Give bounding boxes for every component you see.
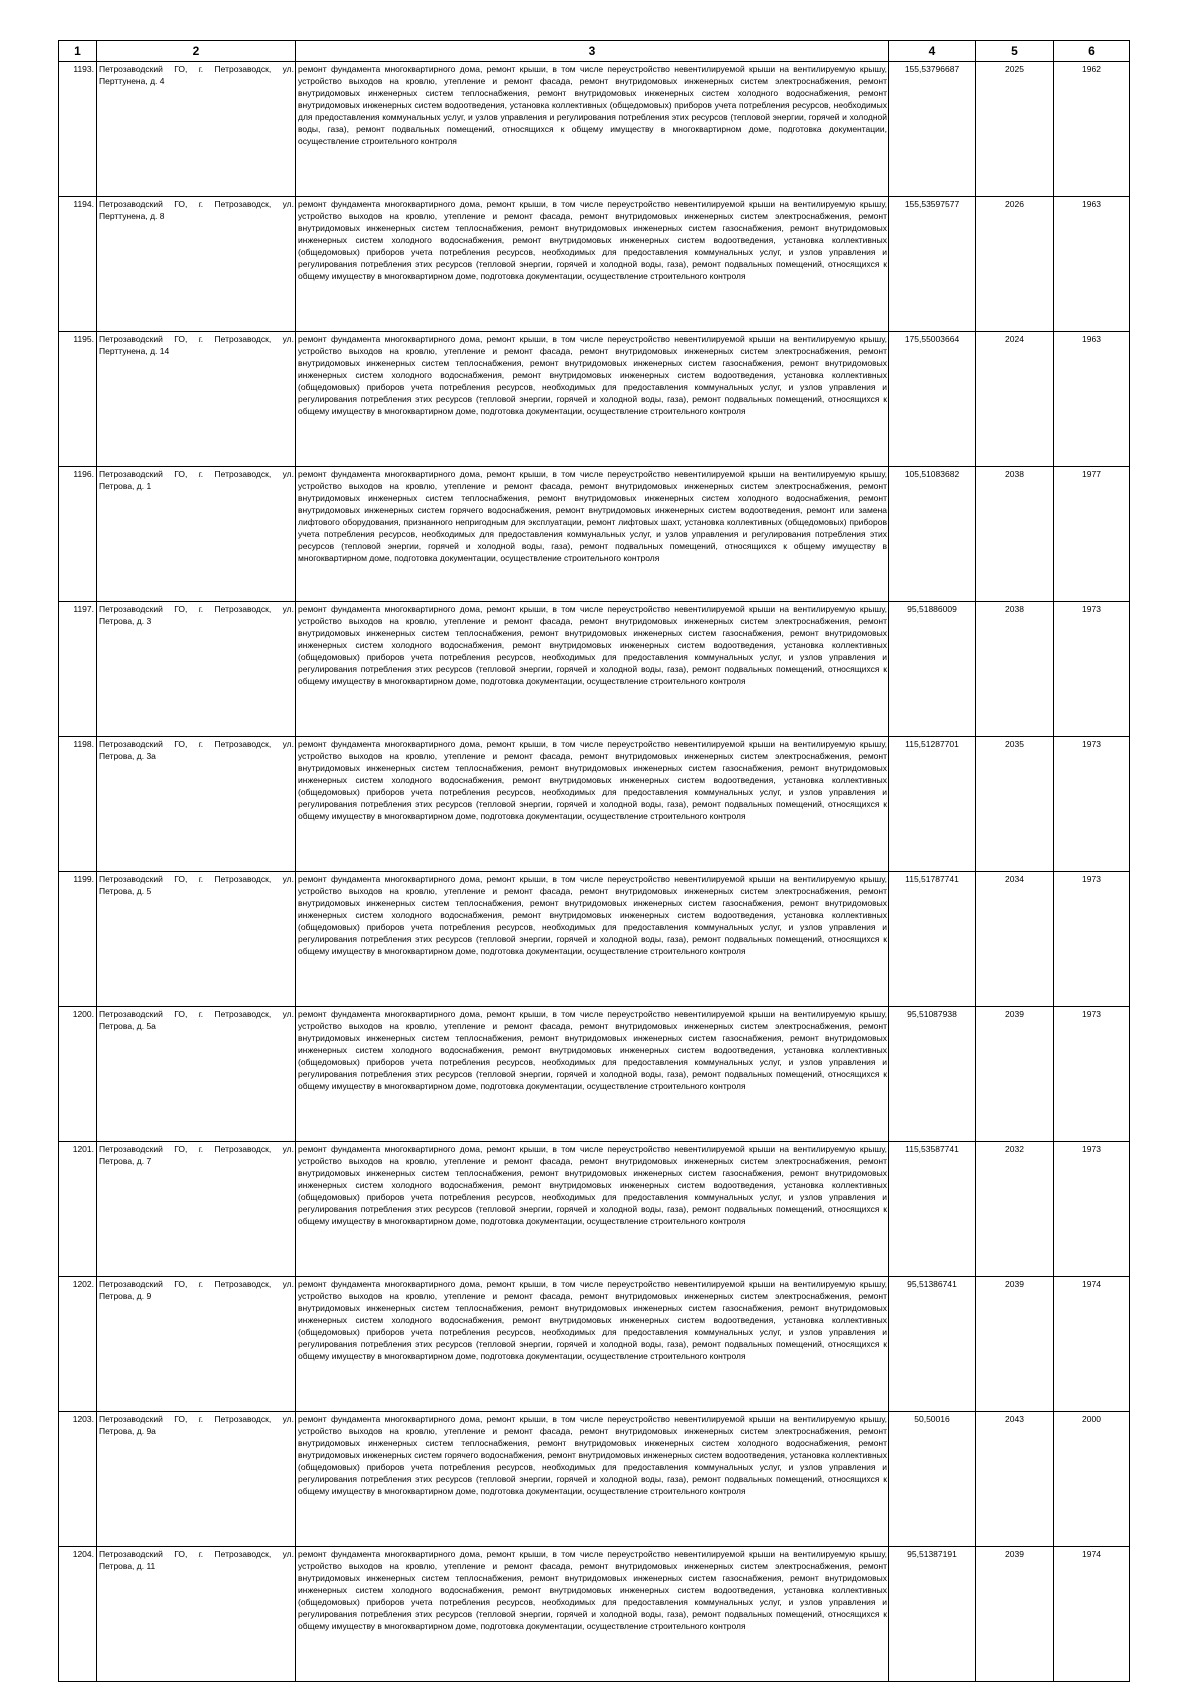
row-plan-year: 2026 bbox=[976, 197, 1054, 332]
row-cost: 155,53597577 bbox=[889, 197, 976, 332]
row-built-year: 1973 bbox=[1054, 872, 1130, 1007]
row-number: 1202. bbox=[59, 1277, 97, 1412]
row-cost: 115,51787741 bbox=[889, 872, 976, 1007]
row-plan-year: 2038 bbox=[976, 467, 1054, 602]
table-row bbox=[59, 1007, 1130, 1142]
row-plan-year: 2035 bbox=[976, 737, 1054, 872]
row-address: Петрозаводский ГО, г. Петрозаводск, ул. Петрова, д. 11 bbox=[97, 1547, 296, 1682]
table-row bbox=[59, 1412, 1130, 1547]
table-row bbox=[59, 1547, 1130, 1682]
row-works-description: ремонт фундамента многоквартирного дома, ремонт крыши, в том числе переустройство невентилируемой крыши на вентилируемую крышу, устройство выходов на кровлю, утепление и ремонт фасада, ремонт внутридомовых инженерных систем электроснабжения, ремонт внутридомовых инженерных систем теплоснабжения, ремонт внутридомовых инженерных систем газоснабжения, ремонт внутридомовых инженерных систем холодного водоснабжения, ремонт внутридомовых инженерных систем водоотведения, установка коллективных (общедомовых) приборов учета потребления ресурсов, необходимых для предоставления коммунальных услуг, и узлов управления и регулирования потребления этих ресурсов (тепловой энергии, горячей и холодной воды, газа), ремонт подвальных помещений, относящихся к общему имуществу в многоквартирном доме, подготовка документации, осуществление строительного контроля bbox=[296, 197, 889, 332]
row-number: 1193. bbox=[59, 62, 97, 197]
row-number: 1201. bbox=[59, 1142, 97, 1277]
row-address: Петрозаводский ГО, г. Петрозаводск, ул. Петрова, д. 5а bbox=[97, 1007, 296, 1142]
row-number: 1204. bbox=[59, 1547, 97, 1682]
row-cost: 115,51287701 bbox=[889, 737, 976, 872]
row-built-year: 1974 bbox=[1054, 1277, 1130, 1412]
row-built-year: 1973 bbox=[1054, 737, 1130, 872]
table-row bbox=[59, 1142, 1130, 1277]
row-address: Петрозаводский ГО, г. Петрозаводск, ул. Петрова, д. 1 bbox=[97, 467, 296, 602]
row-built-year: 1977 bbox=[1054, 467, 1130, 602]
row-plan-year: 2043 bbox=[976, 1412, 1054, 1547]
row-address: Петрозаводский ГО, г. Петрозаводск, ул. Перттунена, д. 8 bbox=[97, 197, 296, 332]
row-cost: 175,55003664 bbox=[889, 332, 976, 467]
row-built-year: 1962 bbox=[1054, 62, 1130, 197]
row-built-year: 1963 bbox=[1054, 197, 1130, 332]
row-address: Петрозаводский ГО, г. Петрозаводск, ул. Петрова, д. 9а bbox=[97, 1412, 296, 1547]
row-number: 1199. bbox=[59, 872, 97, 1007]
table-row bbox=[59, 467, 1130, 602]
row-number: 1200. bbox=[59, 1007, 97, 1142]
row-number: 1196. bbox=[59, 467, 97, 602]
row-built-year: 1973 bbox=[1054, 1142, 1130, 1277]
column-header-number: 1 bbox=[59, 41, 97, 62]
row-built-year: 1973 bbox=[1054, 1007, 1130, 1142]
column-header-plan-year: 5 bbox=[976, 41, 1054, 62]
row-number: 1198. bbox=[59, 737, 97, 872]
column-header-works: 3 bbox=[296, 41, 889, 62]
column-header-cost: 4 bbox=[889, 41, 976, 62]
row-address: Петрозаводский ГО, г. Петрозаводск, ул. Петрова, д. 9 bbox=[97, 1277, 296, 1412]
column-header-address: 2 bbox=[97, 41, 296, 62]
row-cost: 95,51386741 bbox=[889, 1277, 976, 1412]
row-plan-year: 2039 bbox=[976, 1277, 1054, 1412]
row-number: 1197. bbox=[59, 602, 97, 737]
row-cost: 105,51083682 bbox=[889, 467, 976, 602]
row-address: Петрозаводский ГО, г. Петрозаводск, ул. Петрова, д. 5 bbox=[97, 872, 296, 1007]
row-address: Петрозаводский ГО, г. Петрозаводск, ул. Перттунена, д. 4 bbox=[97, 62, 296, 197]
row-number: 1203. bbox=[59, 1412, 97, 1547]
row-works-description: ремонт фундамента многоквартирного дома, ремонт крыши, в том числе переустройство невентилируемой крыши на вентилируемую крышу, устройство выходов на кровлю, утепление и ремонт фасада, ремонт внутридомовых инженерных систем электроснабжения, ремонт внутридомовых инженерных систем теплоснабжения, ремонт внутридомовых инженерных систем газоснабжения, ремонт внутридомовых инженерных систем холодного водоснабжения, ремонт внутридомовых инженерных систем водоотведения, установка коллективных (общедомовых) приборов учета потребления ресурсов, необходимых для предоставления коммунальных услуг, и узлов управления и регулирования потребления этих ресурсов (тепловой энергии, горячей и холодной воды, газа), ремонт подвальных помещений, относящихся к общему имуществу в многоквартирном доме, подготовка документации, осуществление строительного контроля bbox=[296, 1142, 889, 1277]
row-cost: 155,53796687 bbox=[889, 62, 976, 197]
row-plan-year: 2034 bbox=[976, 872, 1054, 1007]
row-plan-year: 2039 bbox=[976, 1007, 1054, 1142]
row-works-description: ремонт фундамента многоквартирного дома, ремонт крыши, в том числе переустройство невентилируемой крыши на вентилируемую крышу, устройство выходов на кровлю, утепление и ремонт фасада, ремонт внутридомовых инженерных систем электроснабжения, ремонт внутридомовых инженерных систем теплоснабжения, ремонт внутридомовых инженерных систем холодного водоснабжения, ремонт внутридомовых инженерных систем водоотведения, установка коллективных (общедомовых) приборов учета потребления ресурсов, необходимых для предоставления коммунальных услуг, и узлов управления и регулирования потребления этих ресурсов (тепловой энергии, горячей и холодной воды, газа), ремонт подвальных помещений, относящихся к общему имуществу в многоквартирном доме, подготовка документации, осуществление строительного контроля bbox=[296, 62, 889, 197]
capital-repair-table bbox=[58, 40, 1130, 1682]
row-plan-year: 2032 bbox=[976, 1142, 1054, 1277]
row-cost: 95,51886009 bbox=[889, 602, 976, 737]
table-row bbox=[59, 332, 1130, 467]
row-built-year: 1963 bbox=[1054, 332, 1130, 467]
table-row bbox=[59, 602, 1130, 737]
row-address: Петрозаводский ГО, г. Петрозаводск, ул. Петрова, д. 7 bbox=[97, 1142, 296, 1277]
table-row bbox=[59, 197, 1130, 332]
row-cost: 95,51087938 bbox=[889, 1007, 976, 1142]
table-row bbox=[59, 1277, 1130, 1412]
row-plan-year: 2038 bbox=[976, 602, 1054, 737]
table-row bbox=[59, 872, 1130, 1007]
row-address: Петрозаводский ГО, г. Петрозаводск, ул. Петрова, д. 3 bbox=[97, 602, 296, 737]
row-built-year: 2000 bbox=[1054, 1412, 1130, 1547]
table-row bbox=[59, 62, 1130, 197]
row-address: Петрозаводский ГО, г. Петрозаводск, ул. Перттунена, д. 14 bbox=[97, 332, 296, 467]
row-address: Петрозаводский ГО, г. Петрозаводск, ул. Петрова, д. 3а bbox=[97, 737, 296, 872]
table-row bbox=[59, 737, 1130, 872]
header-row bbox=[59, 41, 1130, 62]
row-cost: 50,50016 bbox=[889, 1412, 976, 1547]
row-works-description: ремонт фундамента многоквартирного дома, ремонт крыши, в том числе переустройство невентилируемой крыши на вентилируемую крышу, устройство выходов на кровлю, утепление и ремонт фасада, ремонт внутридомовых инженерных систем электроснабжения, ремонт внутридомовых инженерных систем теплоснабжения, ремонт внутридомовых инженерных систем газоснабжения, ремонт внутридомовых инженерных систем холодного водоснабжения, ремонт внутридомовых инженерных систем водоотведения, установка коллективных (общедомовых) приборов учета потребления ресурсов, необходимых для предоставления коммунальных услуг, и узлов управления и регулирования потребления этих ресурсов (тепловой энергии, горячей и холодной воды, газа), ремонт подвальных помещений, относящихся к общему имуществу в многоквартирном доме, подготовка документации, осуществление строительного контроля bbox=[296, 602, 889, 737]
row-works-description: ремонт фундамента многоквартирного дома, ремонт крыши, в том числе переустройство невентилируемой крыши на вентилируемую крышу, устройство выходов на кровлю, утепление и ремонт фасада, ремонт внутридомовых инженерных систем электроснабжения, ремонт внутридомовых инженерных систем теплоснабжения, ремонт внутридомовых инженерных систем холодного водоснабжения, ремонт внутридомовых инженерных систем горячего водоснабжения, ремонт внутридомовых инженерных систем водоотведения, ремонт или замена лифтового оборудования, признанного непригодным для эксплуатации, ремонт лифтовых шахт, установка коллективных (общедомовых) приборов учета потребления ресурсов, необходимых для предоставления коммунальных услуг, и узлов управления и регулирования потребления этих ресурсов (тепловой энергии, горячей и холодной воды, газа), ремонт подвальных помещений, относящихся к общему имуществу в многоквартирном доме, подготовка документации, осуществление строительного контроля bbox=[296, 467, 889, 602]
row-cost: 95,51387191 bbox=[889, 1547, 976, 1682]
row-number: 1195. bbox=[59, 332, 97, 467]
row-plan-year: 2039 bbox=[976, 1547, 1054, 1682]
row-cost: 115,53587741 bbox=[889, 1142, 976, 1277]
row-works-description: ремонт фундамента многоквартирного дома, ремонт крыши, в том числе переустройство невентилируемой крыши на вентилируемую крышу, устройство выходов на кровлю, утепление и ремонт фасада, ремонт внутридомовых инженерных систем электроснабжения, ремонт внутридомовых инженерных систем теплоснабжения, ремонт внутридомовых инженерных систем газоснабжения, ремонт внутридомовых инженерных систем холодного водоснабжения, ремонт внутридомовых инженерных систем водоотведения, установка коллективных (общедомовых) приборов учета потребления ресурсов, необходимых для предоставления коммунальных услуг, и узлов управления и регулирования потребления этих ресурсов (тепловой энергии, горячей и холодной воды, газа), ремонт подвальных помещений, относящихся к общему имуществу в многоквартирном доме, подготовка документации, осуществление строительного контроля bbox=[296, 737, 889, 872]
row-plan-year: 2025 bbox=[976, 62, 1054, 197]
row-works-description: ремонт фундамента многоквартирного дома, ремонт крыши, в том числе переустройство невентилируемой крыши на вентилируемую крышу, устройство выходов на кровлю, утепление и ремонт фасада, ремонт внутридомовых инженерных систем электроснабжения, ремонт внутридомовых инженерных систем теплоснабжения, ремонт внутридомовых инженерных систем газоснабжения, ремонт внутридомовых инженерных систем холодного водоснабжения, ремонт внутридомовых инженерных систем водоотведения, установка коллективных (общедомовых) приборов учета потребления ресурсов, необходимых для предоставления коммунальных услуг, и узлов управления и регулирования потребления этих ресурсов (тепловой энергии, горячей и холодной воды, газа), ремонт подвальных помещений, относящихся к общему имуществу в многоквартирном доме, подготовка документации, осуществление строительного контроля bbox=[296, 1547, 889, 1682]
row-works-description: ремонт фундамента многоквартирного дома, ремонт крыши, в том числе переустройство невентилируемой крыши на вентилируемую крышу, устройство выходов на кровлю, утепление и ремонт фасада, ремонт внутридомовых инженерных систем электроснабжения, ремонт внутридомовых инженерных систем теплоснабжения, ремонт внутридомовых инженерных систем газоснабжения, ремонт внутридомовых инженерных систем холодного водоснабжения, ремонт внутридомовых инженерных систем водоотведения, установка коллективных (общедомовых) приборов учета потребления ресурсов, необходимых для предоставления коммунальных услуг, и узлов управления и регулирования потребления этих ресурсов (тепловой энергии, горячей и холодной воды, газа), ремонт подвальных помещений, относящихся к общему имуществу в многоквартирном доме, подготовка документации, осуществление строительного контроля bbox=[296, 872, 889, 1007]
column-header-built-year: 6 bbox=[1054, 41, 1130, 62]
table-body bbox=[59, 62, 1130, 1682]
row-built-year: 1973 bbox=[1054, 602, 1130, 737]
row-works-description: ремонт фундамента многоквартирного дома, ремонт крыши, в том числе переустройство невентилируемой крыши на вентилируемую крышу, устройство выходов на кровлю, утепление и ремонт фасада, ремонт внутридомовых инженерных систем электроснабжения, ремонт внутридомовых инженерных систем теплоснабжения, ремонт внутридомовых инженерных систем холодного водоснабжения, ремонт внутридомовых инженерных систем горячего водоснабжения, ремонт внутридомовых инженерных систем водоотведения, установка коллективных (общедомовых) приборов учета потребления ресурсов, необходимых для предоставления коммунальных услуг, и узлов управления и регулирования потребления этих ресурсов (тепловой энергии, горячей и холодной воды, газа), ремонт подвальных помещений, относящихся к общему имуществу в многоквартирном доме, подготовка документации, осуществление строительного контроля bbox=[296, 1412, 889, 1547]
row-number: 1194. bbox=[59, 197, 97, 332]
row-works-description: ремонт фундамента многоквартирного дома, ремонт крыши, в том числе переустройство невентилируемой крыши на вентилируемую крышу, устройство выходов на кровлю, утепление и ремонт фасада, ремонт внутридомовых инженерных систем электроснабжения, ремонт внутридомовых инженерных систем теплоснабжения, ремонт внутридомовых инженерных систем газоснабжения, ремонт внутридомовых инженерных систем холодного водоснабжения, ремонт внутридомовых инженерных систем водоотведения, установка коллективных (общедомовых) приборов учета потребления ресурсов, необходимых для предоставления коммунальных услуг, и узлов управления и регулирования потребления этих ресурсов (тепловой энергии, горячей и холодной воды, газа), ремонт подвальных помещений, относящихся к общему имуществу в многоквартирном доме, подготовка документации, осуществление строительного контроля bbox=[296, 332, 889, 467]
row-works-description: ремонт фундамента многоквартирного дома, ремонт крыши, в том числе переустройство невентилируемой крыши на вентилируемую крышу, устройство выходов на кровлю, утепление и ремонт фасада, ремонт внутридомовых инженерных систем электроснабжения, ремонт внутридомовых инженерных систем теплоснабжения, ремонт внутридомовых инженерных систем газоснабжения, ремонт внутридомовых инженерных систем холодного водоснабжения, ремонт внутридомовых инженерных систем водоотведения, установка коллективных (общедомовых) приборов учета потребления ресурсов, необходимых для предоставления коммунальных услуг, и узлов управления и регулирования потребления этих ресурсов (тепловой энергии, горячей и холодной воды, газа), ремонт подвальных помещений, относящихся к общему имуществу в многоквартирном доме, подготовка документации, осуществление строительного контроля bbox=[296, 1277, 889, 1412]
row-plan-year: 2024 bbox=[976, 332, 1054, 467]
row-works-description: ремонт фундамента многоквартирного дома, ремонт крыши, в том числе переустройство невентилируемой крыши на вентилируемую крышу, устройство выходов на кровлю, утепление и ремонт фасада, ремонт внутридомовых инженерных систем электроснабжения, ремонт внутридомовых инженерных систем теплоснабжения, ремонт внутридомовых инженерных систем газоснабжения, ремонт внутридомовых инженерных систем холодного водоснабжения, ремонт внутридомовых инженерных систем водоотведения, установка коллективных (общедомовых) приборов учета потребления ресурсов, необходимых для предоставления коммунальных услуг, и узлов управления и регулирования потребления этих ресурсов (тепловой энергии, горячей и холодной воды, газа), ремонт подвальных помещений, относящихся к общему имуществу в многоквартирном доме, подготовка документации, осуществление строительного контроля bbox=[296, 1007, 889, 1142]
row-built-year: 1974 bbox=[1054, 1547, 1130, 1682]
